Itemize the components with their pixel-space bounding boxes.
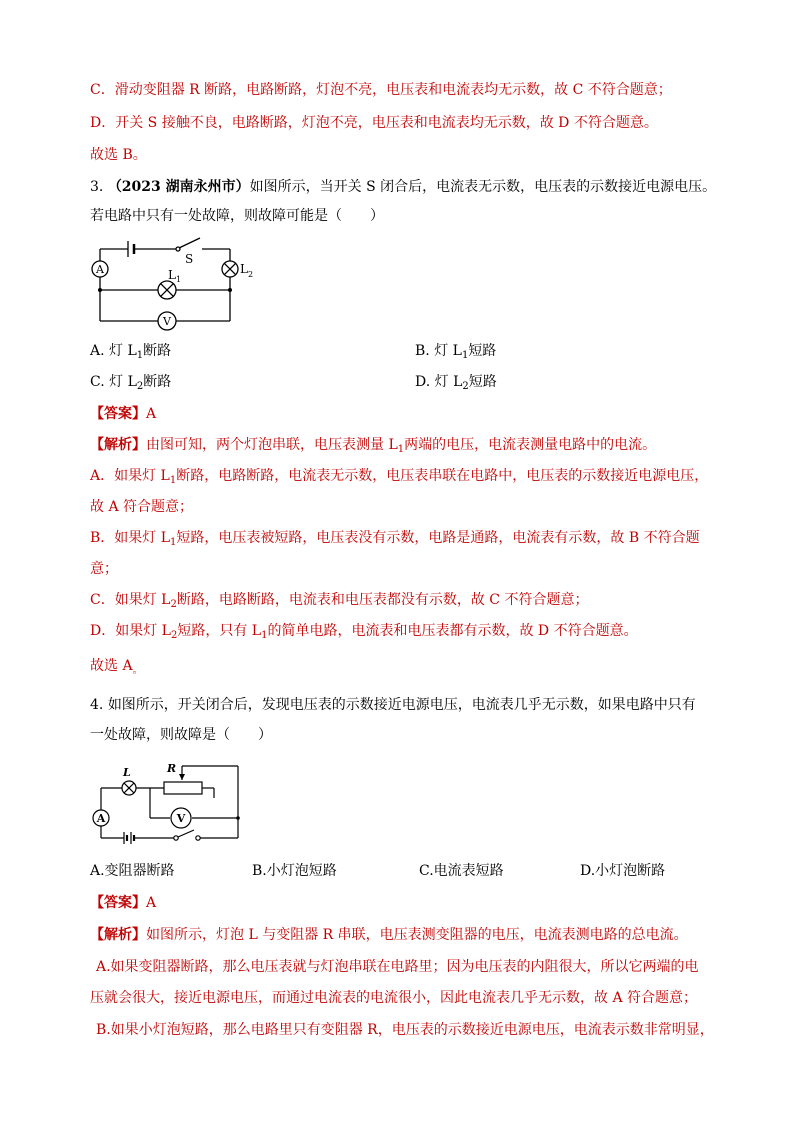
q4-lamp-label: L — [123, 766, 131, 779]
q4-analysis: 【解析】如图所示，灯泡 L 与变阻器 R 串联，电压表测变阻器的电压，电流表测电路的总电流。 — [90, 927, 688, 943]
q3-stem-line2: 若电路中只有一处故障，则故障可能是（ ） — [90, 208, 384, 224]
q3-option-c[interactable]: C. 灯 $L_2$断路 — [90, 374, 172, 392]
q3-analysis-c: C．如果灯 $L_2$断路，电路断路，电流表和电压表都没有示数，故 C 不符合题意； — [90, 592, 589, 610]
q4-option-a[interactable]: A.变阻器断路 — [90, 863, 175, 879]
rheostat-symbol — [164, 782, 202, 794]
q4-option-c[interactable]: C.电流表短路 — [419, 863, 504, 879]
q4-number: 4. — [90, 697, 104, 713]
q3-source: （2023 湖南永州市） — [107, 179, 250, 195]
q4-analysis-a2: 压就会很大，接近电源电压，而通过电流表的电流很小，因此电流表几乎无示数，故 A 符合题意； — [90, 990, 698, 1006]
prev-option-c: C．滑动变阻器 R 断路，电路断路，灯泡不亮，电压表和电流表均无示数，故 C 不符合题意； — [90, 82, 672, 98]
ammeter-label: A — [96, 263, 104, 276]
q4-option-b[interactable]: B.小灯泡短路 — [252, 863, 337, 879]
q3-analysis-a: A．如果灯 $L_1$断路，电路断路，电流表无示数，电压表串联在电路中，电压表的示数接近电源电压， — [90, 468, 709, 486]
q4-analysis-a1: A.如果变阻器断路，那么电压表就与灯泡串联在电路里；因为电压表的内阻很大，所以它两端的电 — [96, 959, 699, 975]
prev-conclusion: 故选 B。 — [90, 147, 147, 163]
q3-option-a[interactable]: A. 灯 $L_1$断路 — [90, 343, 172, 361]
q3-stem-line1 — [90, 177, 716, 197]
q4-answer: 【答案】A — [90, 895, 157, 911]
q3-text1: 如图所示，当开关 S 闭合后，电流表无示数，电压表的示数接近电源电压。 — [249, 179, 717, 195]
q4-voltmeter-label: V — [176, 812, 186, 825]
q4-text1: 如图所示，开关闭合后，发现电压表的示数接近电源电压，电流表几乎无示数，如果电路中只有 — [107, 697, 696, 713]
q4-switch-blade — [178, 830, 194, 837]
q4-circuit-diagram — [90, 758, 242, 848]
prev-option-d: D．开关 S 接触不良，电路断路，灯泡不亮，电压表和电流表均无示数，故 D 不符合题意。 — [90, 115, 658, 131]
lamp2-sub: 2 — [248, 270, 254, 279]
voltmeter-label: V — [163, 315, 171, 328]
q3-option-d[interactable]: D. 灯 $L_2$短路 — [415, 374, 497, 392]
q3-analysis-b: B．如果灯 $L_1$短路，电压表被短路，电压表没有示数，电路是通路，电流表有示数，故 B 不符合题 — [90, 530, 700, 548]
q3-answer: 【答案】A — [90, 406, 157, 422]
lamp2-label: L — [240, 262, 248, 276]
q4-option-d[interactable]: D.小灯泡断路 — [580, 863, 666, 879]
q4-ammeter-label: A — [96, 812, 106, 825]
lamp1-label: L — [168, 268, 176, 282]
q3-analysis-a-cont: 故 A 符合题意； — [90, 499, 194, 515]
q3-number: 3. — [90, 179, 104, 195]
q4-rheostat-label: R — [167, 762, 177, 775]
q3-conclusion: 故选 $A_。$ — [90, 658, 143, 676]
lamp1-sub: 1 — [176, 275, 182, 284]
switch-label: S — [185, 252, 194, 266]
q3-analysis-b-cont: 意； — [90, 561, 118, 577]
q4-analysis-b1: B.如果小灯泡短路，那么电路里只有变阻器 R，电压表的示数接近电源电压，电流表示数非常明显， — [96, 1022, 714, 1038]
q3-option-b[interactable]: B. 灯 $L_1$短路 — [415, 343, 497, 361]
q3-circuit-diagram — [88, 233, 263, 331]
switch-blade — [179, 238, 200, 248]
q3-analysis: 【解析】由图可知，两个灯泡串联，电压表测量 $L_1$两端的电压，电流表测量电路中的电流。 — [90, 437, 657, 455]
q4-stem-line1 — [90, 695, 696, 715]
q3-analysis-d: D．如果灯 $L_2$短路，只有 $L_1$的简单电路，电流表和电压表都有示数，故 D 不符合题意。 — [90, 623, 638, 641]
q4-stem-line2: 一处故障，则故障是（ ） — [90, 727, 272, 743]
